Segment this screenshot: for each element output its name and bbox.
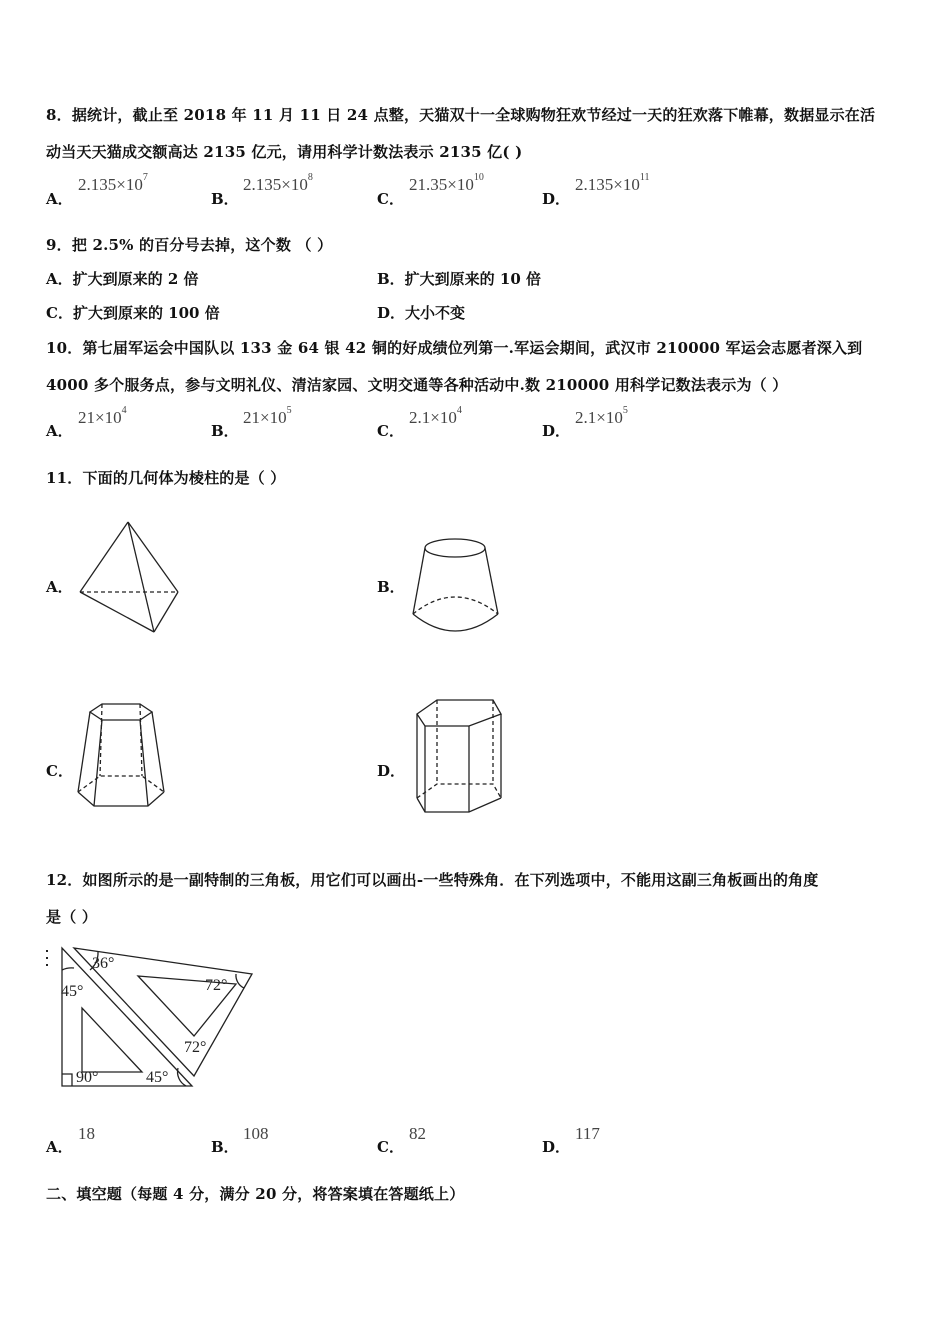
q10-option-a-value: $21\times 10^4$ <box>78 405 127 427</box>
q12-option-c-value: 82 <box>409 1124 426 1143</box>
q8-option-a-label: A． <box>46 190 73 208</box>
angle-label-36: 36° <box>92 955 115 972</box>
q8-option-a-value: $2.135\times 10^7$ <box>78 172 148 194</box>
hexagonal-prism-figure <box>411 696 505 818</box>
triangle-rulers-figure <box>40 940 260 1095</box>
section-2-heading: 二、填空题（每题 4 分，满分 20 分，将答案填在答题纸上） <box>46 1185 465 1203</box>
q10-option-c-label: C． <box>377 422 404 440</box>
q8-text-line1: 8．据统计，截止至 2018 年 11 月 11 日 24 点整，天猫双十一全球购物狂欢节经过一天的狂欢落下帷幕，数据显示在活 <box>46 106 876 124</box>
q10-option-b-label: B． <box>211 422 239 440</box>
prismatoid-figure <box>72 700 178 814</box>
q10-option-d-value: $2.1\times 10^5$ <box>575 405 628 427</box>
q12-option-a-label: A． <box>46 1138 73 1156</box>
q8-option-c-value: $21.35\times 10^{10}$ <box>409 172 484 194</box>
q8-option-d-label: D． <box>542 190 571 208</box>
q10-option-a-label: A． <box>46 422 73 440</box>
q9-option-c: C．扩大到原来的 100 倍 <box>46 304 220 322</box>
q10-option-b-value: $21\times 10^5$ <box>243 405 292 427</box>
q12-text-line1: 12．如图所示的是一副特制的三角板，用它们可以画出-一些特殊角．在下列选项中，不能用这副三角板画出的角度 <box>46 871 819 889</box>
q8-option-d-value: $2.135\times 10^{11}$ <box>575 172 650 194</box>
q11-option-b-label: B． <box>377 578 405 596</box>
q12-option-c-label: C． <box>377 1138 404 1156</box>
q9-option-d: D．大小不变 <box>377 304 466 322</box>
angle-label-45-top: 45° <box>61 983 84 1000</box>
frustum-figure <box>408 536 504 634</box>
q8-option-c-label: C． <box>377 190 404 208</box>
pyramid-figure <box>76 518 186 636</box>
q11-option-c-label: C． <box>46 762 73 780</box>
q12-option-b-value: 108 <box>243 1124 269 1143</box>
q9-option-b: B．扩大到原来的 10 倍 <box>377 270 541 288</box>
angle-label-90: 90° <box>76 1069 99 1086</box>
q12-option-d-value: 117 <box>575 1124 600 1143</box>
q8-option-b-label: B． <box>211 190 239 208</box>
q11-text: 11．下面的几何体为棱柱的是（ ） <box>46 469 286 487</box>
q10-text-line1: 10．第七届军运会中国队以 133 金 64 银 42 铜的好成绩位列第一.军运会期间，武汉市 210000 军运会志愿者深入到 <box>46 339 863 357</box>
q12-option-d-label: D． <box>542 1138 571 1156</box>
q9-text: 9．把 2.5% 的百分号去掉，这个数 （ ） <box>46 236 333 254</box>
q12-option-a-value: 18 <box>78 1124 95 1143</box>
angle-label-72-top: 72° <box>205 977 228 994</box>
q10-option-d-label: D． <box>542 422 571 440</box>
q11-option-d-label: D． <box>377 762 406 780</box>
q8-option-b-value: $2.135\times 10^8$ <box>243 172 313 194</box>
q10-option-c-value: $2.1\times 10^4$ <box>409 405 462 427</box>
angle-label-72-bottom: 72° <box>184 1039 207 1056</box>
q8-text-line2: 动当天天猫成交额高达 2135 亿元，请用科学计数法表示 2135 亿( ) <box>46 143 523 161</box>
q12-option-b-label: B． <box>211 1138 239 1156</box>
angle-label-45-bottom: 45° <box>146 1069 169 1086</box>
q12-text-line2: 是（ ） <box>46 908 98 926</box>
q10-text-line2: 4000 多个服务点，参与文明礼仪、清洁家园、文明交通等各种活动中.数 210000 用科学记数法表示为（ ） <box>46 376 788 394</box>
q9-option-a: A．扩大到原来的 2 倍 <box>46 270 199 288</box>
q11-option-a-label: A． <box>46 578 73 596</box>
